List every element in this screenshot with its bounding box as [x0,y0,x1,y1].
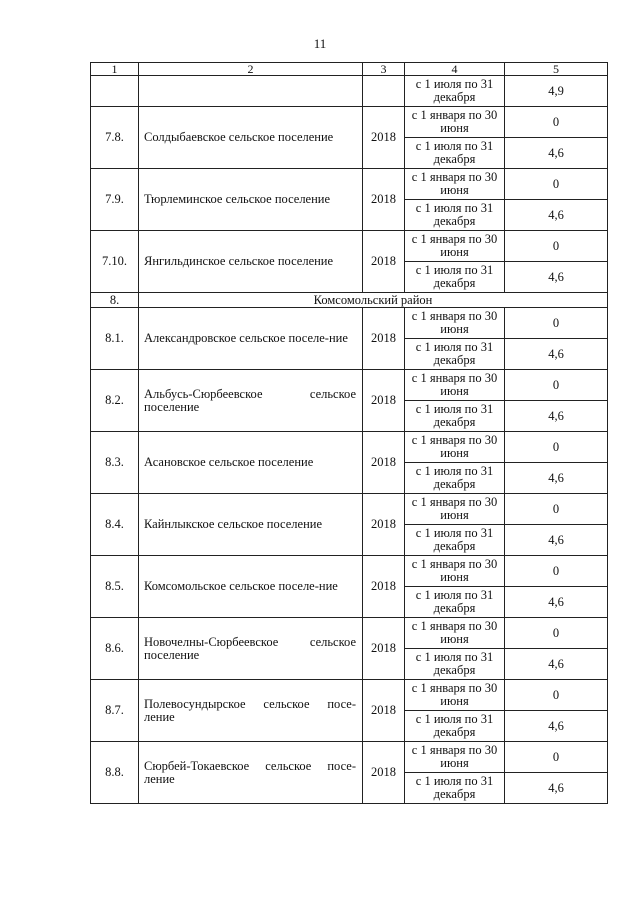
year-cell: 2018 [363,742,405,804]
rate-cell: 4,6 [505,401,608,432]
rate-cell: 0 [505,556,608,587]
page-number: 11 [313,36,327,51]
period-cell: с 1 января по 30 июня [405,308,505,339]
period-cell: с 1 января по 30 июня [405,680,505,711]
row-number-cell: 8.6. [91,618,139,680]
table-row [91,742,608,773]
period-cell: с 1 июля по 31 декабря [405,463,505,494]
rate-cell: 0 [505,231,608,262]
row-number-cell: 8.5. [91,556,139,618]
period-cell: с 1 января по 30 июня [405,742,505,773]
period-cell: с 1 января по 30 июня [405,370,505,401]
row-number-cell: 7.9. [91,169,139,231]
settlement-name-cell: Янгильдинское сельское поселение [139,231,363,293]
settlement-name-cell: Сюрбей-Токаевское сельское посе-ление [139,742,363,804]
table-row [91,556,608,587]
settlement-name-cell: Полевосундырское сельское посе-ление [139,680,363,742]
table-row [91,618,608,649]
settlement-name-cell: Альбусь-Сюрбеевское сельское поселение [139,370,363,432]
period-cell: с 1 января по 30 июня [405,556,505,587]
period-cell: с 1 июля по 31 декабря [405,649,505,680]
rate-cell: 4,6 [505,200,608,231]
column-header-1: 1 [91,63,139,76]
settlement-name-cell: Комсомольское сельское поселе-ние [139,556,363,618]
settlement-name-cell [139,76,363,107]
column-header-3: 3 [363,63,405,76]
column-header-4: 4 [405,63,505,76]
rate-cell: 0 [505,680,608,711]
settlement-name-cell: Александровское сельское поселе-ние [139,308,363,370]
rate-cell: 4,6 [505,711,608,742]
table-row [91,107,608,138]
period-cell: с 1 января по 30 июня [405,494,505,525]
rate-cell: 0 [505,370,608,401]
row-number-cell: 8.7. [91,680,139,742]
period-cell: с 1 июля по 31 декабря [405,138,505,169]
rate-cell: 0 [505,494,608,525]
rate-cell: 4,6 [505,649,608,680]
settlement-name-cell: Асановское сельское поселение [139,432,363,494]
table-row [91,370,608,401]
table-row [91,169,608,200]
column-header-5: 5 [505,63,608,76]
year-cell: 2018 [363,618,405,680]
row-number-cell: 8.4. [91,494,139,556]
rate-cell: 0 [505,618,608,649]
table-row [91,680,608,711]
year-cell: 2018 [363,494,405,556]
period-cell: с 1 июля по 31 декабря [405,587,505,618]
period-cell: с 1 января по 30 июня [405,231,505,262]
settlement-name-cell: Новочелны-Сюрбеевское сельское поселение [139,618,363,680]
settlement-name-cell: Кайнлыкское сельское поселение [139,494,363,556]
period-cell: с 1 июля по 31 декабря [405,525,505,556]
period-cell: с 1 июля по 31 декабря [405,339,505,370]
year-cell: 2018 [363,370,405,432]
rate-cell: 0 [505,107,608,138]
rate-cell: 4,6 [505,773,608,804]
row-number-cell: 7.8. [91,107,139,169]
year-cell: 2018 [363,231,405,293]
settlement-name-cell: Солдыбаевское сельское поселение [139,107,363,169]
year-cell: 2018 [363,432,405,494]
year-cell: 2018 [363,107,405,169]
period-cell: с 1 июля по 31 декабря [405,200,505,231]
row-number-cell: 8.2. [91,370,139,432]
table-header-row [91,63,608,76]
table-row-continuation [91,76,608,107]
period-cell: с 1 января по 30 июня [405,107,505,138]
table-row [91,432,608,463]
row-number-cell: 8.1. [91,308,139,370]
year-cell: 2018 [363,169,405,231]
year-cell: 2018 [363,680,405,742]
row-number-cell: 8.3. [91,432,139,494]
rate-cell: 0 [505,742,608,773]
rate-cell: 4,6 [505,587,608,618]
rate-cell: 4,6 [505,463,608,494]
rate-cell: 4,6 [505,525,608,556]
period-cell: с 1 июля по 31 декабря [405,76,505,107]
rate-cell: 0 [505,169,608,200]
year-cell: 2018 [363,556,405,618]
data-table [90,62,608,804]
rate-cell: 0 [505,432,608,463]
section-title-cell: Комсомольский район [139,293,608,308]
row-number-cell: 8.8. [91,742,139,804]
table-row [91,231,608,262]
period-cell: с 1 июля по 31 декабря [405,262,505,293]
year-cell [363,76,405,107]
year-cell: 2018 [363,308,405,370]
rate-cell: 4,9 [505,76,608,107]
column-header-2: 2 [139,63,363,76]
period-cell: с 1 июля по 31 декабря [405,711,505,742]
period-cell: с 1 января по 30 июня [405,618,505,649]
settlement-name-cell: Тюрлеминское сельское поселение [139,169,363,231]
period-cell: с 1 июля по 31 декабря [405,773,505,804]
rate-cell: 4,6 [505,339,608,370]
section-number-cell: 8. [91,293,139,308]
table-row [91,494,608,525]
rate-cell: 4,6 [505,138,608,169]
row-number-cell: 7.10. [91,231,139,293]
period-cell: с 1 января по 30 июня [405,432,505,463]
rate-cell: 4,6 [505,262,608,293]
period-cell: с 1 июля по 31 декабря [405,401,505,432]
row-number-cell [91,76,139,107]
rate-cell: 0 [505,308,608,339]
table-row [91,308,608,339]
section-row [91,293,608,308]
period-cell: с 1 января по 30 июня [405,169,505,200]
